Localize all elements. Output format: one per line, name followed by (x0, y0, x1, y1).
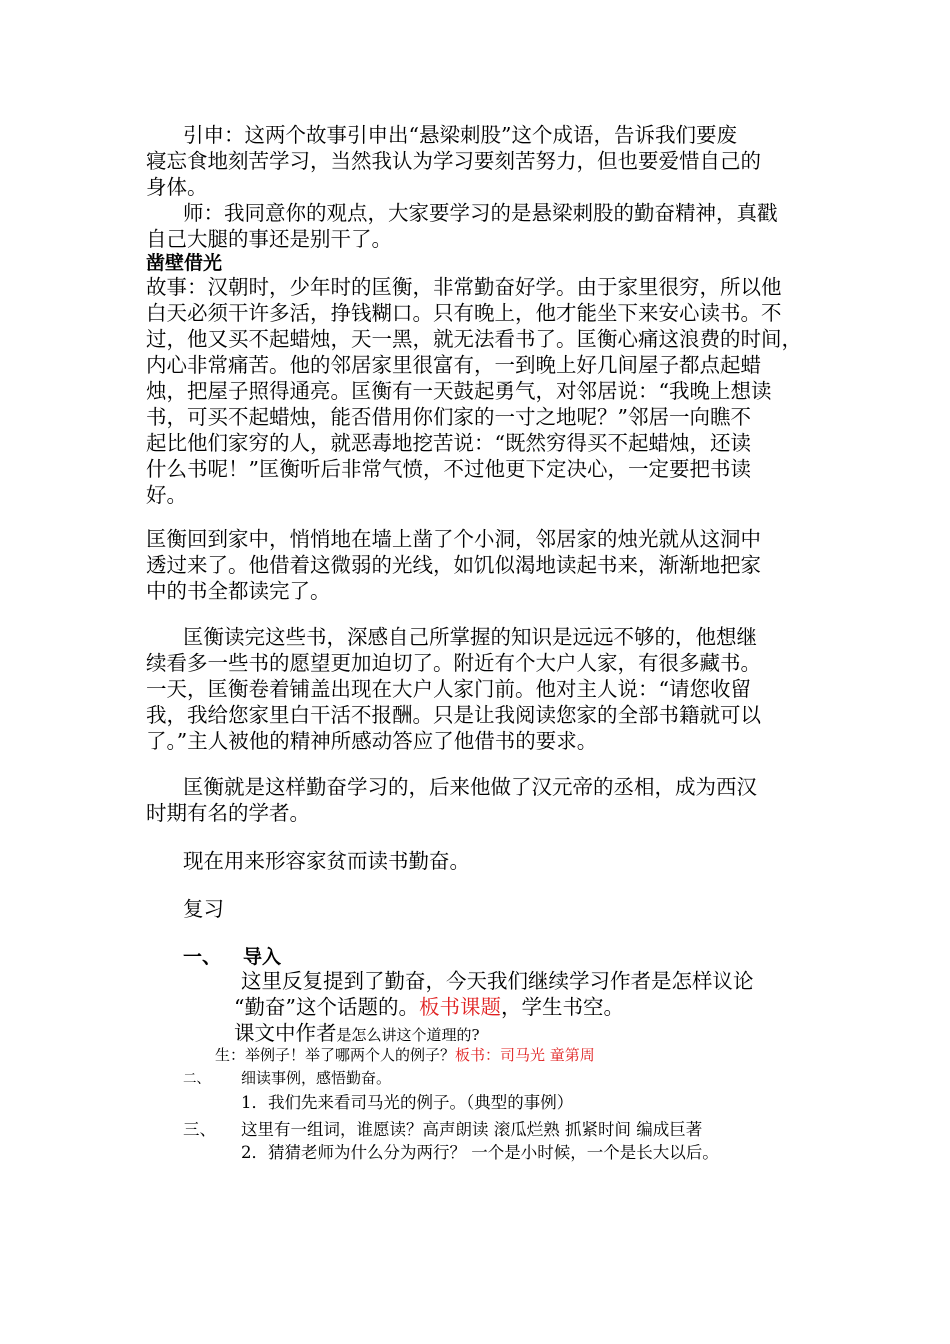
section-1-line-2 (234, 994, 624, 1020)
board-note-names: 板书：司马光 童第周 (455, 1046, 595, 1064)
para2-line: 中的书全都读完了。 (146, 579, 331, 603)
story-line: 书，可买不起蜡烛，能否借用你们家的一寸之地呢？”邻居一向瞧不 (146, 405, 751, 429)
para4-line: 匡衡就是这样勤奋学习的，后来他做了汉元帝的丞相，成为西汉 (183, 775, 757, 799)
section-3-item-2: 2．猜猜老师为什么分为两行？ 一个是小时候，一个是长大以后。 (241, 1143, 719, 1162)
section-1-line-3 (234, 1020, 480, 1046)
section-1-line-1: 这里反复提到了勤奋，今天我们继续学习作者是怎样议论 (241, 969, 754, 993)
para2-line: 透过来了。他借着这微弱的光线，如饥似渴地读起书来，渐渐地把家 (146, 553, 761, 577)
story-line: 白天必须干许多活，挣钱糊口。只有晚上，他才能坐下来安心读书。不 (146, 301, 782, 325)
review-heading: 复习 (183, 897, 224, 921)
section-3-number: 三、 (183, 1120, 216, 1139)
intro-line-4: 师：我同意你的观点，大家要学习的是悬梁刺股的勤奋精神，真戳 (183, 201, 778, 225)
intro-line-2: 寝忘食地刻苦学习，当然我认为学习要刻苦努力，但也要爱惜自己的 (146, 149, 761, 173)
section-1-line-2-end: ，学生书空。 (500, 995, 624, 1019)
section-1-number: 一、 (183, 946, 222, 968)
story-line: 烛，把屋子照得通亮。匡衡有一天鼓起勇气，对邻居说：“我晚上想读 (146, 379, 772, 403)
section-1-line-2-text: “勤奋”这个话题的。 (234, 995, 419, 1019)
para3-line: 我，我给您家里白干活不报酬。只是让我阅读您家的全部书籍就可以 (146, 703, 761, 727)
section-1-line-3-small: 是怎么讲这个道理的? (336, 1026, 480, 1044)
section-2-item-1: 1．我们先来看司马光的例子。（典型的事例） (241, 1093, 574, 1112)
story-line: 过，他又买不起蜡烛，天一黑，就无法看书了。匡衡心痛这浪费的时间， (146, 327, 802, 351)
section-1-line-3-text: 课文中作者 (234, 1021, 337, 1045)
student-answer-text: 生：举例子！举了哪两个人的例子？ (215, 1046, 456, 1064)
board-note-title: 板书课题 (418, 995, 501, 1019)
para3-line: 了。”主人被他的精神所感动答应了他借书的要求。 (146, 729, 598, 753)
story-line: 好。 (146, 483, 187, 507)
intro-line-1: 引申：这两个故事引申出“悬梁刺股”这个成语，告诉我们要废 (183, 123, 737, 147)
section-1-title: 导入 (243, 946, 282, 968)
para3-line: 一天，匡衡卷着铺盖出现在大户人家门前。他对主人说：“请您收留 (146, 677, 751, 701)
section-2-number: 二、 (183, 1071, 210, 1087)
story-line: 起比他们家穷的人，就恶毒地挖苦说：“既然穷得买不起蜡烛，还读 (146, 431, 751, 455)
para5-line: 现在用来形容家贫而读书勤奋。 (183, 849, 470, 873)
intro-line-3: 身体。 (146, 175, 208, 199)
section-2-title: 细读事例，感悟勤奋。 (241, 1069, 392, 1087)
para2-line: 匡衡回到家中，悄悄地在墙上凿了个小洞，邻居家的烛光就从这洞中 (146, 527, 761, 551)
story-title: 凿壁借光 (146, 252, 223, 274)
para4-line: 时期有名的学者。 (146, 801, 310, 825)
para3-line: 匡衡读完这些书，深感自己所掌握的知识是远远不够的，他想继 (183, 625, 757, 649)
intro-line-5: 自己大腿的事还是别干了。 (146, 227, 392, 251)
story-line: 故事：汉朝时，少年时的匡衡，非常勤奋好学。由于家里很穷，所以他 (146, 275, 782, 299)
student-answer (215, 1045, 595, 1065)
para3-line: 续看多一些书的愿望更加迫切了。附近有个大户人家，有很多藏书。 (146, 651, 761, 675)
story-line: 内心非常痛苦。他的邻居家里很富有，一到晚上好几间屋子都点起蜡 (146, 353, 761, 377)
section-3-text: 这里有一组词，谁愿读？高声朗读 滚瓜烂熟 抓紧时间 编成巨著 (241, 1120, 703, 1139)
story-line: 什么书呢！”匡衡听后非常气愤，不过他更下定决心，一定要把书读 (146, 457, 751, 481)
